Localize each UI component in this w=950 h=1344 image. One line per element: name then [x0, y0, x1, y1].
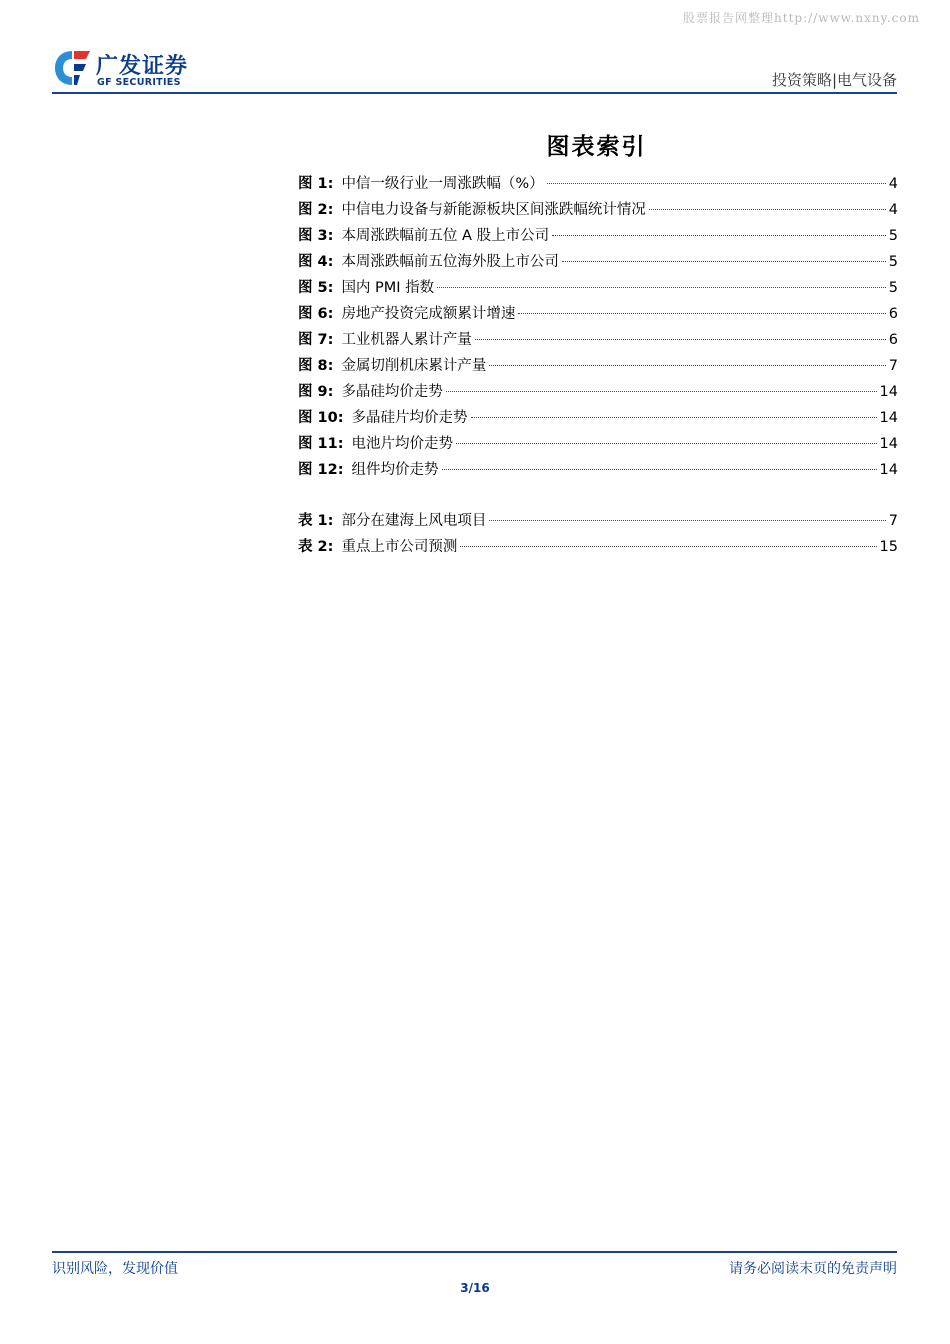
toc-entry[interactable]	[298, 172, 898, 198]
toc-entry[interactable]	[298, 328, 898, 354]
toc-entry-leader	[442, 469, 877, 470]
toc-entry[interactable]	[298, 354, 898, 380]
toc-entry-label: 图 6:	[298, 306, 334, 322]
toc-entry-title: 多晶硅片均价走势	[351, 410, 468, 426]
toc-entry-leader	[489, 365, 885, 366]
toc-entry-title: 工业机器人累计产量	[341, 332, 472, 348]
toc-entry-leader	[489, 520, 885, 521]
toc-entry-leader	[552, 235, 886, 236]
toc-entry-title: 中信一级行业一周涨跌幅（%）	[341, 176, 544, 192]
toc-entry-page: 14	[879, 410, 898, 426]
toc-entry-label: 图 1:	[298, 176, 334, 192]
toc-entry-label: 表 2:	[298, 539, 334, 555]
toc-entry-label: 图 4:	[298, 254, 334, 270]
header-divider	[52, 92, 897, 94]
toc-title: 图表索引	[546, 133, 647, 160]
toc-entry-label: 图 9:	[298, 384, 334, 400]
toc-entry-label: 图 8:	[298, 358, 334, 374]
toc-entry[interactable]	[298, 302, 898, 328]
toc-entry-title: 中信电力设备与新能源板块区间涨跌幅统计情况	[341, 202, 646, 218]
toc-entry-leader	[446, 391, 877, 392]
toc-entry-label: 图 7:	[298, 332, 334, 348]
toc-entry-page: 4	[888, 176, 898, 192]
toc-entry-label: 图 5:	[298, 280, 334, 296]
page-number: 3/16	[460, 1281, 490, 1295]
toc-entry-title: 电池片均价走势	[351, 436, 454, 452]
toc-entry[interactable]	[298, 224, 898, 250]
toc-entry-title: 重点上市公司预测	[341, 539, 458, 555]
toc-entry-title: 组件均价走势	[351, 462, 439, 478]
toc-entry-leader	[649, 209, 886, 210]
toc-entry-label: 图 10:	[298, 410, 344, 426]
toc-entry-label: 图 2:	[298, 202, 334, 218]
toc-entry[interactable]	[298, 458, 898, 484]
footer-divider	[52, 1251, 897, 1253]
gf-securities-logo	[52, 47, 202, 91]
toc-entry-title: 房地产投资完成额累计增速	[341, 306, 516, 322]
toc-entry-leader	[547, 183, 886, 184]
toc-entry[interactable]	[298, 250, 898, 276]
toc-entry-page: 5	[888, 280, 898, 296]
toc-entry-page: 5	[888, 228, 898, 244]
toc-entry[interactable]	[298, 509, 898, 535]
toc-entry-page: 14	[879, 462, 898, 478]
toc-entry-leader	[460, 546, 876, 547]
figure-index-list	[298, 172, 898, 484]
toc-entry-page: 14	[879, 384, 898, 400]
toc-entry-leader	[456, 443, 877, 444]
toc-entry-title: 多晶硅均价走势	[341, 384, 443, 400]
report-category: 投资策略|电气设备	[771, 71, 897, 89]
toc-entry[interactable]	[298, 198, 898, 224]
toc-entry[interactable]	[298, 432, 898, 458]
toc-entry-leader	[562, 261, 886, 262]
toc-entry-page: 6	[888, 306, 898, 322]
toc-entry-title: 本周涨跌幅前五位 A 股上市公司	[341, 228, 550, 244]
toc-entry-title: 本周涨跌幅前五位海外股上市公司	[341, 254, 559, 270]
toc-entry-label: 图 12:	[298, 462, 344, 478]
watermark-text: 股票报告网整理http://www.nxny.com	[683, 11, 920, 25]
logo-text-english: GF SECURITIES	[97, 77, 181, 88]
toc-entry[interactable]	[298, 380, 898, 406]
toc-entry[interactable]	[298, 406, 898, 432]
toc-entry-leader	[475, 339, 886, 340]
toc-entry-leader	[518, 313, 885, 314]
toc-entry-leader	[471, 417, 877, 418]
gf-logo-icon	[52, 47, 94, 89]
toc-entry-leader	[437, 287, 886, 288]
toc-entry-label: 图 3:	[298, 228, 334, 244]
table-index-list	[298, 509, 898, 561]
toc-entry-page: 7	[888, 513, 898, 529]
toc-entry-title: 国内 PMI 指数	[341, 280, 435, 296]
toc-entry[interactable]	[298, 535, 898, 561]
toc-entry-title: 部分在建海上风电项目	[341, 513, 487, 529]
toc-entry-title: 金属切削机床累计产量	[341, 358, 487, 374]
toc-entry-label: 表 1:	[298, 513, 334, 529]
toc-entry-label: 图 11:	[298, 436, 344, 452]
footer-disclaimer-notice: 请务必阅读末页的免责声明	[729, 1261, 897, 1277]
logo-text-chinese: 广发证券	[96, 54, 189, 79]
footer-slogan: 识别风险，发现价值	[52, 1261, 178, 1277]
toc-entry-page: 7	[888, 358, 898, 374]
toc-entry-page: 4	[888, 202, 898, 218]
toc-entry-page: 15	[879, 539, 898, 555]
toc-entry-page: 5	[888, 254, 898, 270]
toc-entry-page: 6	[888, 332, 898, 348]
toc-entry-page: 14	[879, 436, 898, 452]
toc-entry[interactable]	[298, 276, 898, 302]
